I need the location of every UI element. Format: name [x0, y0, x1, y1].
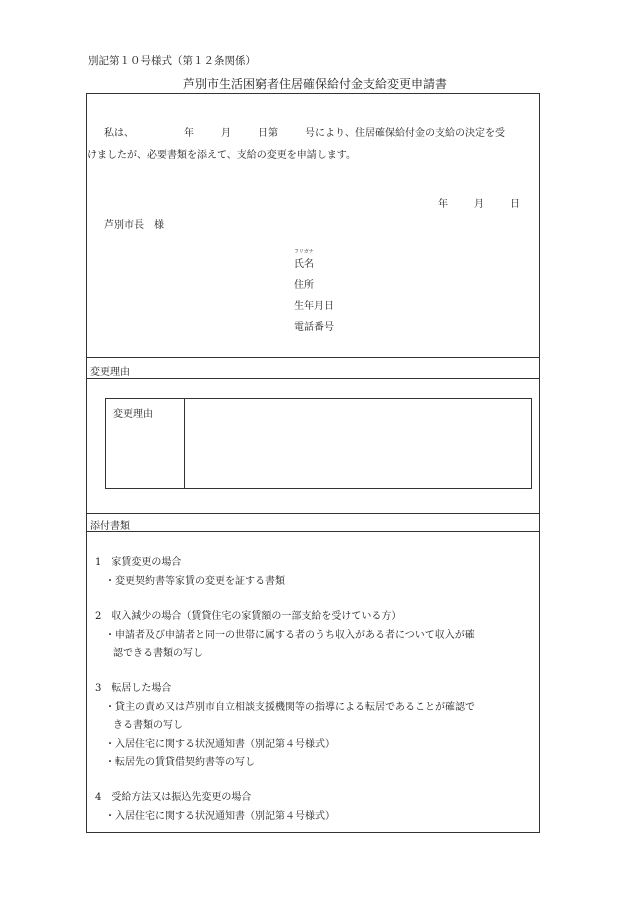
attachment-heading-income-decrease: 2 収入減少の場合（賃貸住宅の家賃額の一部支給を受けている方）	[95, 611, 402, 622]
date-month-label: 月	[474, 199, 484, 210]
date-year-label: 年	[438, 199, 448, 210]
intro-month-label: 月	[221, 128, 231, 139]
reason-table	[105, 398, 532, 489]
attachment-item-continuation: 認できる書類の写し	[113, 648, 203, 659]
attachment-item: ・申請者及び申請者と同一の世帯に属する者のうち収入がある者について収入が確	[105, 630, 475, 641]
applicant-birthdate-label: 生年月日	[294, 301, 334, 312]
section-divider	[87, 378, 539, 379]
section-divider	[87, 357, 539, 358]
applicant-phone-label: 電話番号	[294, 322, 334, 333]
section-divider	[87, 513, 539, 514]
furigana-label: フリガナ	[294, 249, 314, 255]
attachment-item: ・入居住宅に関する状況通知書（別記第４号様式）	[105, 811, 335, 822]
form-title: 芦別市生活困窮者住居確保給付金支給変更申請書	[182, 77, 447, 91]
form-number-label: 別記第１０号様式（第１２条関係）	[88, 55, 256, 67]
attachment-item: ・入居住宅に関する状況通知書（別記第４号様式）	[105, 739, 335, 750]
intro-year-label: 年	[184, 128, 194, 139]
form-outer-frame	[86, 93, 540, 833]
attachment-item: ・変更契約書等家賃の変更を証する書類	[105, 576, 285, 587]
section-divider	[87, 531, 539, 532]
attachment-heading-relocation: 3 転居した場合	[95, 683, 172, 694]
intro-request-text: けましたが、必要書類を添えて、支給の変更を申請します。	[87, 150, 356, 161]
attachment-item: ・貸主の責め又は芦別市自立相談支援機関等の指導による転居であることが確認で	[105, 702, 475, 713]
attachment-item-continuation: きる書類の写し	[113, 720, 183, 731]
attachment-heading-rent-change: 1 家賃変更の場合	[95, 557, 182, 568]
intro-decision-text: 号により、住居確保給付金の支給の決定を受	[305, 128, 505, 139]
date-day-label: 日	[510, 199, 520, 210]
applicant-name-label: 氏名	[294, 259, 314, 270]
reason-section-header: 変更理由	[90, 367, 130, 378]
reason-divider	[184, 399, 185, 488]
intro-day-number-label: 日第	[258, 128, 278, 139]
attachment-item: ・転居先の賃貸借契約書等の写し	[105, 757, 255, 768]
reason-label: 変更理由	[113, 409, 153, 420]
applicant-address-label: 住所	[294, 280, 314, 291]
attachments-section-header: 添付書類	[90, 521, 130, 532]
attachment-heading-payment-change: 4 受給方法又は振込先変更の場合	[95, 792, 252, 803]
addressee: 芦別市長 様	[104, 220, 164, 231]
intro-watashi: 私は、	[104, 128, 134, 139]
